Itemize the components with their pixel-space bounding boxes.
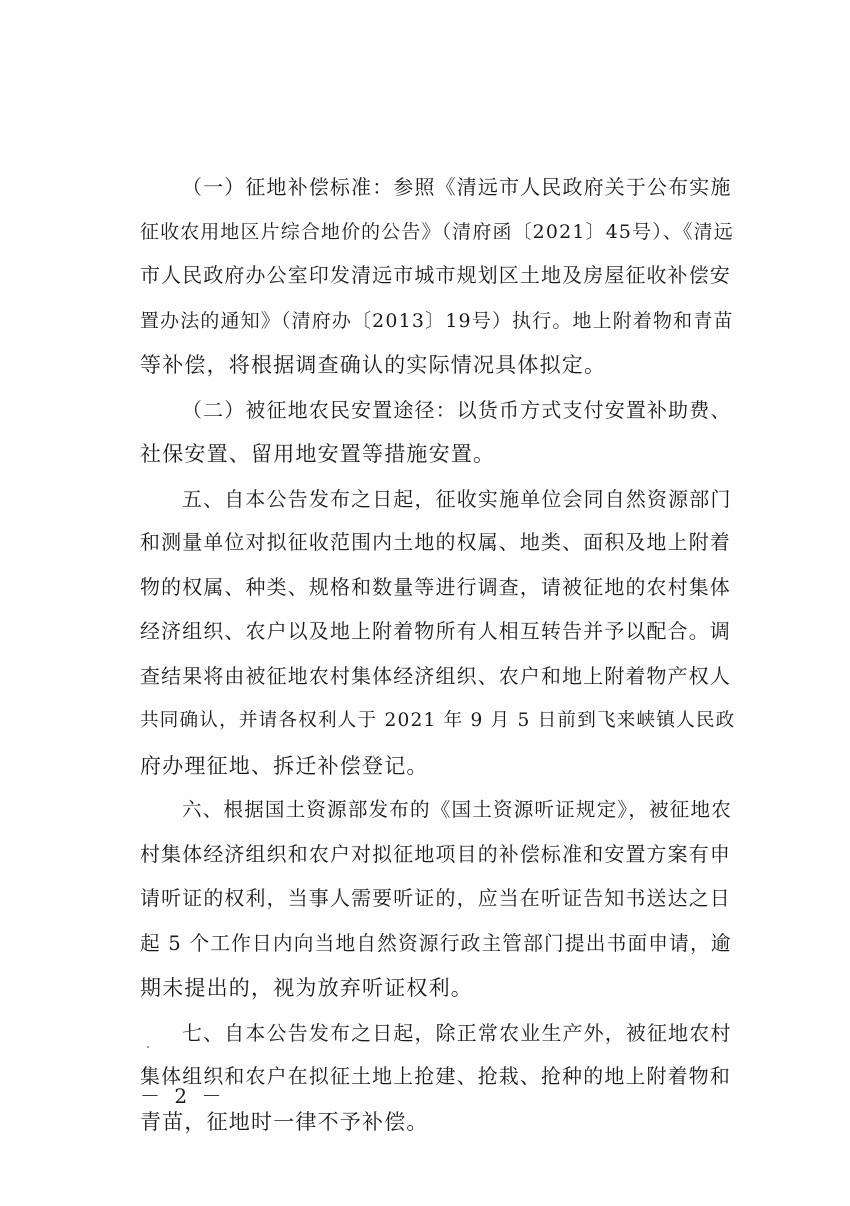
text-line: 五、自本公告发布之日起，征收实施单位会同自然资源部门 [182, 486, 732, 511]
text-line: 请听证的权利，当事人需要听证的，应当在听证告知书送达之日 [140, 887, 731, 910]
text-line: 七、自本公告发布之日起，除正常农业生产外，被征地农村 [182, 1020, 732, 1045]
paragraph-compensation-standard [140, 165, 734, 388]
text-line: 等补偿，将根据调查确认的实际情况具体拟定。 [140, 353, 607, 377]
text-line: 征收农用地区片综合地价的公告》（清府函〔2021〕45号）、《清远 [140, 220, 734, 243]
text-line: 期未提出的，视为放弃听证权利。 [140, 976, 473, 1000]
paragraph-item-five [140, 477, 736, 789]
text-line: 物的权属、种类、规格和数量等进行调查，请被征地的农村集体 [140, 575, 731, 599]
text-line: （一）征地补偿标准：参照《清远市人民政府关于公布实施 [182, 175, 732, 199]
scan-speck [147, 1046, 149, 1048]
text-line: 共同确认，并请各权利人于 2021 年 9 月 5 日前到飞来峡镇人民政 [140, 710, 736, 731]
text-line: 社保安置、留用地安置等措施安置。 [140, 442, 496, 466]
document-body [140, 165, 736, 1144]
text-line: 市人民政府办公室印发清远市城市规划区土地及房屋征收补偿安 [140, 264, 731, 287]
paragraph-item-six [140, 788, 730, 1011]
text-line: 集体组织和农户在拟征土地上抢建、抢栽、抢种的地上附着物和 [140, 1065, 731, 1088]
text-line: 查结果将由被征地农村集体经济组织、农户和地上附着物产权人 [140, 664, 731, 688]
text-line: 起 5 个工作日内向当地自然资源行政主管部门提出书面申请，逾 [140, 931, 732, 955]
text-line: （二）被征地农民安置途径：以货币方式支付安置补助费、 [182, 397, 732, 422]
paragraph-item-seven [140, 1011, 730, 1145]
page-number: － 2 － [140, 1084, 226, 1108]
text-line: 六、根据国土资源部发布的《国土资源听证规定》，被征地农 [182, 798, 732, 821]
text-line: 置办法的通知》（清府办〔2013〕19号）执行。地上附着物和青苗 [140, 309, 734, 332]
text-line: 府办理征地、拆迁补偿登记。 [140, 753, 429, 778]
text-line: 和测量单位对拟征收范围内土地的权属、地类、面积及地上附着 [140, 531, 731, 554]
text-line: 青苗，征地时一律不予补偿。 [140, 1109, 429, 1134]
paragraph-resettlement [140, 388, 730, 477]
text-line: 经济组织、农户以及地上附着物所有人相互转告并予以配合。调 [140, 620, 731, 643]
text-line: 村集体经济组织和农户对拟征地项目的补偿标准和安置方案有申 [140, 842, 731, 866]
